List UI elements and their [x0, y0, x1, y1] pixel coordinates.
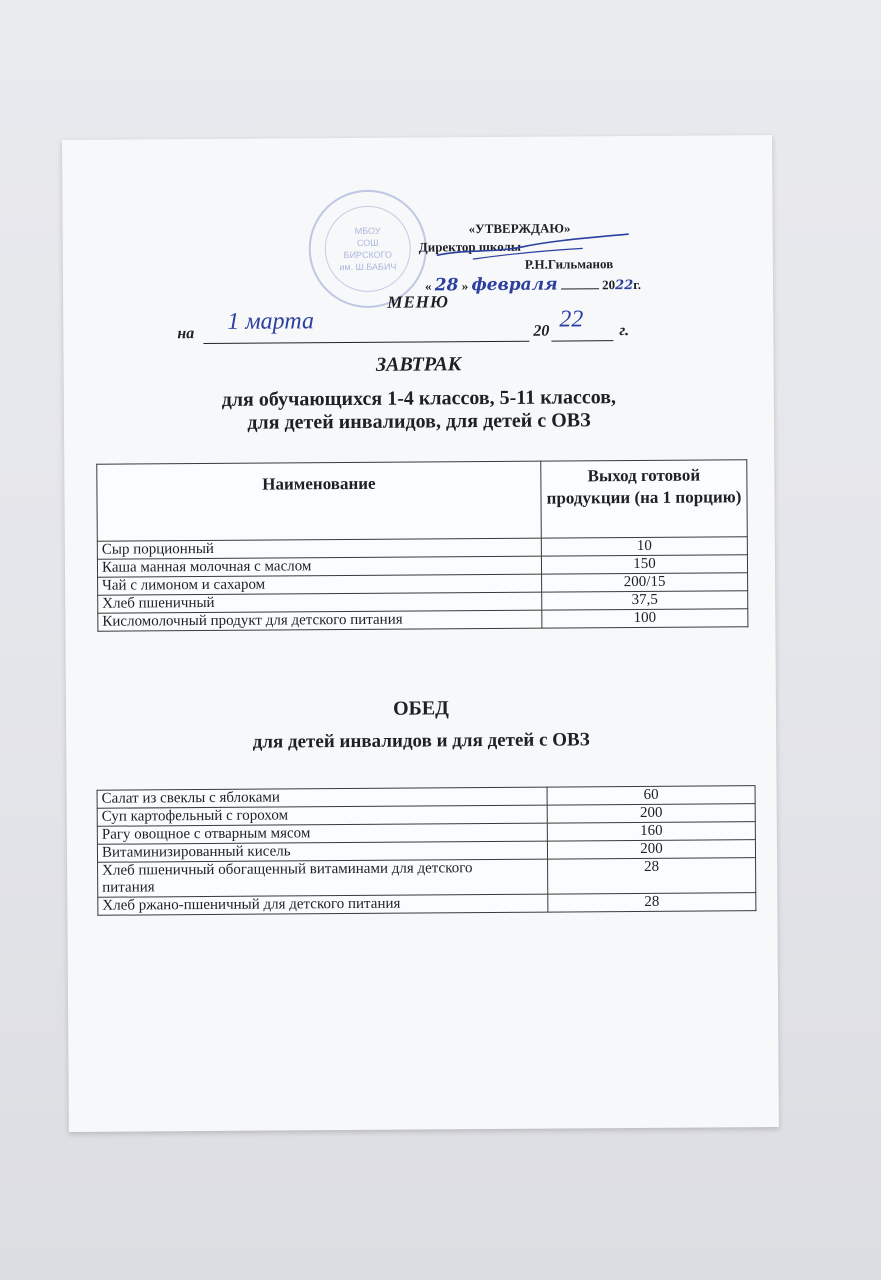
dish-yield: 100 — [542, 609, 748, 628]
table-row — [98, 609, 748, 632]
approval-heading: «УТВЕРЖДАЮ» — [468, 220, 571, 237]
stamp-line: СОШ — [356, 237, 379, 248]
dish-name: Витаминизированный кисель — [97, 841, 547, 862]
dish-name: Каша манная молочная с маслом — [97, 556, 541, 577]
official-stamp — [308, 189, 427, 308]
approval-date-close-quote: » — [461, 278, 469, 294]
menu-on-label: на — [177, 325, 195, 343]
menu-date-handwritten: 1 марта — [227, 308, 314, 335]
dish-name: Кисломолочный продукт для детского питания — [98, 610, 542, 631]
menu-title: МЕНЮ — [387, 292, 450, 312]
dish-name: Хлеб пшеничный обогащенный витаминами для детского питания — [98, 859, 548, 897]
lunch-subtitle: для детей инвалидов и для детей с ОВЗ — [252, 729, 590, 753]
dish-yield: 60 — [547, 786, 755, 805]
dish-name: Рагу овощное с отварным мясом — [97, 823, 547, 844]
dish-yield: 28 — [548, 858, 756, 894]
dish-yield: 10 — [541, 537, 747, 556]
dish-name: Хлеб ржано-пшеничный для детского питания — [98, 894, 548, 915]
menu-year-hand: 22 — [559, 306, 584, 333]
approval-date-blank — [561, 288, 599, 289]
table-header-row — [97, 460, 748, 542]
menu-date-line — [149, 306, 630, 343]
lunch-table — [97, 785, 757, 916]
dish-name: Сыр порционный — [97, 538, 541, 559]
lunch-title: ОБЕД — [392, 697, 449, 720]
dish-name: Хлеб пшеничный — [98, 592, 542, 613]
approval-date-month: февраля — [471, 274, 558, 296]
dish-name: Суп картофельный с горохом — [97, 805, 547, 826]
header-name: Наименование — [97, 461, 542, 541]
menu-year-prefix: 20 — [533, 322, 550, 340]
dish-name: Салат из свеклы с яблоками — [97, 787, 547, 808]
breakfast-table — [96, 459, 748, 632]
header-yield: Выход готовой продукции (на 1 порцию) — [541, 460, 748, 538]
table-row — [98, 893, 756, 916]
approval-date-open-quote: « — [424, 278, 432, 294]
table-row — [98, 858, 756, 898]
breakfast-subtitle-1: для обучающихся 1-4 классов, 5-11 классов, — [221, 386, 617, 411]
dish-yield: 200 — [547, 840, 755, 859]
breakfast-subtitle-2: для детей инвалидов, для детей с ОВЗ — [247, 409, 591, 434]
document-sheet — [62, 135, 779, 1132]
approval-date-year-hand: 22 — [615, 278, 634, 294]
approval-date-year-prefix: 20 — [602, 277, 616, 293]
breakfast-title: ЗАВТРАК — [375, 353, 462, 376]
approval-name: Р.Н.Гильманов — [524, 256, 614, 272]
dish-yield: 28 — [548, 893, 756, 912]
stamp-line: БИРСКОГО — [343, 249, 392, 261]
approval-date-day: 28 — [434, 275, 459, 296]
dish-yield: 150 — [541, 555, 747, 574]
approval-position: Директор школы — [418, 238, 521, 255]
dish-yield: 200 — [547, 804, 755, 823]
stamp-line: им. Ш.БАБИЧ — [339, 261, 397, 273]
approval-date-year-suffix: г. — [633, 276, 641, 293]
menu-year-suffix: г. — [619, 322, 630, 340]
dish-name: Чай с лимоном и сахаром — [98, 574, 542, 595]
dish-yield: 200/15 — [542, 573, 748, 592]
dish-yield: 37,5 — [542, 591, 748, 610]
dish-yield: 160 — [547, 822, 755, 841]
stamp-line: МБОУ — [354, 225, 381, 236]
